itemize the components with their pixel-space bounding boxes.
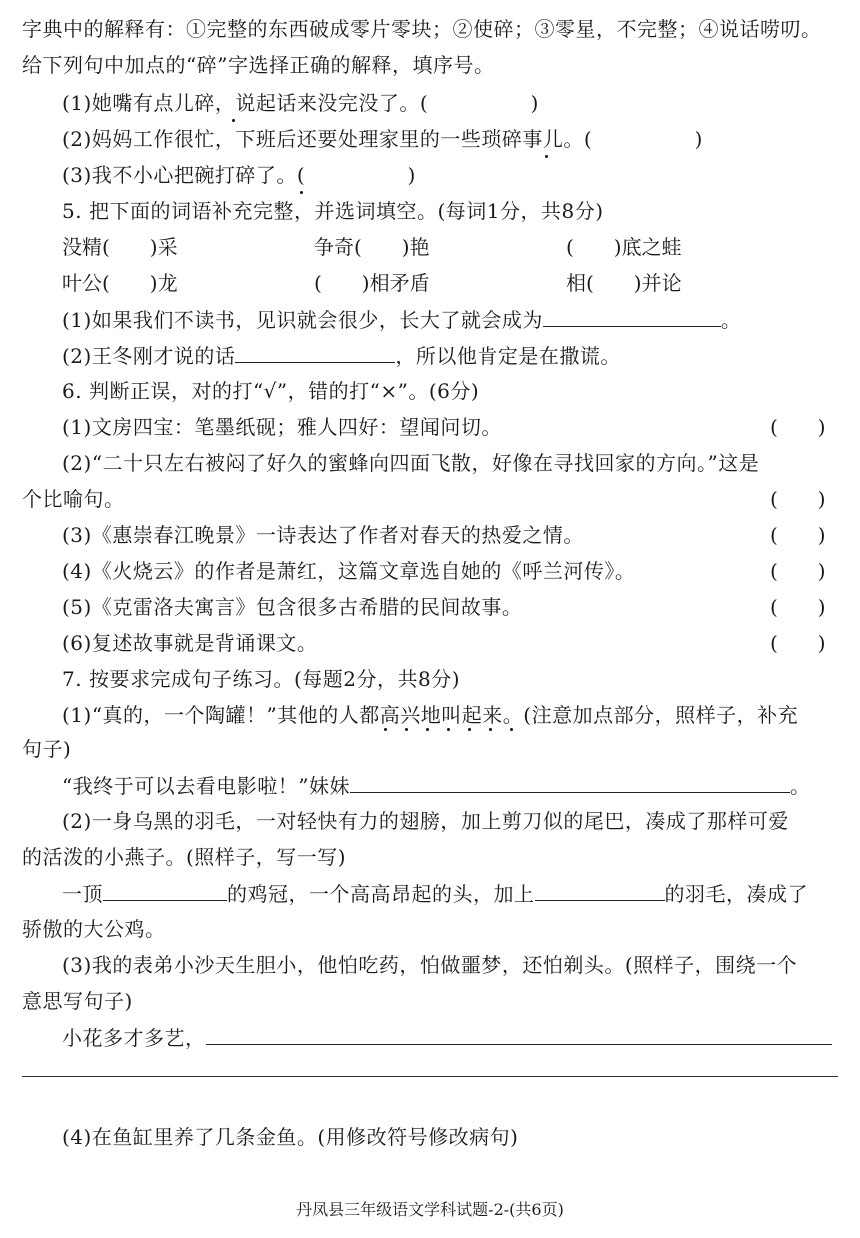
idiom-word: 没精( )采 — [62, 235, 178, 259]
q7-item-2-task — [62, 878, 808, 908]
sentence-text: 的鸡冠，一个高高昂起的头，加上 — [227, 882, 535, 906]
answer-paren[interactable]: ( ) — [770, 559, 826, 583]
q4-item-3: (3)我不小心把碗打碎了。( ) — [62, 163, 416, 187]
emphasis-dot — [300, 191, 303, 194]
intro-line-1: 字典中的解释有：①完整的东西破成零片零块；②使碎；③零星，不完整；④说话唠叨。 — [22, 17, 822, 41]
q6-item-4: (4)《火烧云》的作者是萧红，这篇文章选自她的《呼兰河传》。 — [62, 559, 636, 583]
answer-paren[interactable]: ( ) — [770, 523, 826, 547]
q5-title: 5. 把下面的词语补充完整，并选词填空。(每词1分，共8分) — [62, 199, 604, 223]
answer-line[interactable] — [22, 1076, 838, 1077]
q7-item-3-task — [62, 1022, 832, 1052]
answer-blank[interactable] — [206, 1022, 832, 1045]
q5-sentence-2 — [62, 340, 621, 370]
q6-item-2: (2)“二十只左右被闷了好久的蜜蜂向四面飞散，好像在寻找回家的方向。”这是 — [62, 451, 760, 475]
q7-item-3: (3)我的表弟小沙天生胆小，他怕吃药，怕做噩梦，还怕剃头。(照样子，围绕一个 — [62, 953, 798, 977]
q7-item-1-cont: 句子) — [22, 737, 72, 761]
q7-item-1: (1)“真的，一个陶罐！”其他的人都高兴地叫起来。(注意加点部分，照样子，补充 — [62, 703, 799, 727]
sentence-text: ，所以他肯定是在撒谎。 — [395, 344, 621, 368]
emphasis-dot — [545, 155, 548, 158]
emphasis-dot — [447, 728, 450, 731]
q7-item-1-task — [62, 770, 810, 800]
answer-blank[interactable] — [103, 878, 227, 901]
q7-item-4: (4)在鱼缸里养了几条金鱼。(用修改符号修改病句) — [62, 1125, 519, 1149]
q7-title: 7. 按要求完成句子练习。(每题2分，共8分) — [62, 667, 460, 691]
answer-blank[interactable] — [543, 304, 721, 327]
emphasis-dot — [510, 728, 513, 731]
idiom-word: 相( )并论 — [566, 271, 682, 295]
sentence-end: 。 — [720, 308, 742, 332]
page-footer: 丹凤县三年级语文学科试题-2-(共6页) — [296, 1200, 564, 1219]
q7-item-2: (2)一身乌黑的羽毛，一对轻快有力的翅膀，加上剪刀似的尾巴，凑成了那样可爱 — [62, 809, 789, 833]
answer-paren[interactable]: ( ) — [770, 487, 826, 511]
emphasis-dot — [468, 728, 471, 731]
sentence-text: 的羽毛，凑成了 — [664, 882, 808, 906]
sentence-text: (1)如果我们不读书，见识就会很少，长大了就会成为 — [62, 308, 543, 332]
sentence-text: 小花多才多艺， — [62, 1026, 206, 1050]
q6-item-2-cont: 个比喻句。 — [22, 487, 125, 511]
q6-item-5: (5)《克雷洛夫寓言》包含很多古希腊的民间故事。 — [62, 595, 523, 619]
answer-paren[interactable]: ( ) — [770, 631, 826, 655]
q6-item-1: (1)文房四宝：笔墨纸砚；雅人四好：望闻问切。 — [62, 415, 502, 439]
sentence-end: 。 — [789, 774, 811, 798]
answer-blank[interactable] — [235, 340, 395, 363]
emphasis-dot — [489, 728, 492, 731]
sentence-text: 一顶 — [62, 882, 103, 906]
q7-item-2-cont: 的活泼的小燕子。(照样子，写一写) — [22, 845, 347, 869]
emphasis-dot — [232, 119, 235, 122]
q4-item-2: (2)妈妈工作很忙，下班后还要处理家里的一些琐碎事儿。( ) — [62, 127, 703, 151]
q6-title: 6. 判断正误，对的打“√”，错的打“×”。(6分) — [62, 379, 480, 403]
q4-item-1: (1)她嘴有点儿碎，说起话来没完没了。( ) — [62, 91, 539, 115]
q5-sentence-1 — [62, 304, 741, 334]
answer-blank[interactable] — [535, 878, 665, 901]
emphasis-dot — [405, 728, 408, 731]
sentence-text: “我终于可以去看电影啦！”妹妹 — [62, 774, 350, 798]
q6-item-3: (3)《惠崇春江晚景》一诗表达了作者对春天的热爱之情。 — [62, 523, 584, 547]
answer-blank[interactable] — [350, 770, 790, 793]
q7-item-3-cont: 意思写句子) — [22, 989, 133, 1013]
q6-item-6: (6)复述故事就是背诵课文。 — [62, 631, 318, 655]
emphasis-dot — [384, 728, 387, 731]
idiom-word: ( )相矛盾 — [314, 271, 430, 295]
answer-paren[interactable]: ( ) — [770, 415, 826, 439]
intro-line-2: 给下列句中加点的“碎”字选择正确的解释，填序号。 — [22, 53, 495, 77]
answer-paren[interactable]: ( ) — [770, 595, 826, 619]
q7-item-2-task-cont: 骄傲的大公鸡。 — [22, 917, 166, 941]
sentence-text: (2)王冬刚才说的话 — [62, 344, 236, 368]
emphasis-dot — [426, 728, 429, 731]
idiom-word: 叶公( )龙 — [62, 271, 178, 295]
idiom-word: 争奇( )艳 — [314, 235, 430, 259]
idiom-word: ( )底之蛙 — [566, 235, 682, 259]
